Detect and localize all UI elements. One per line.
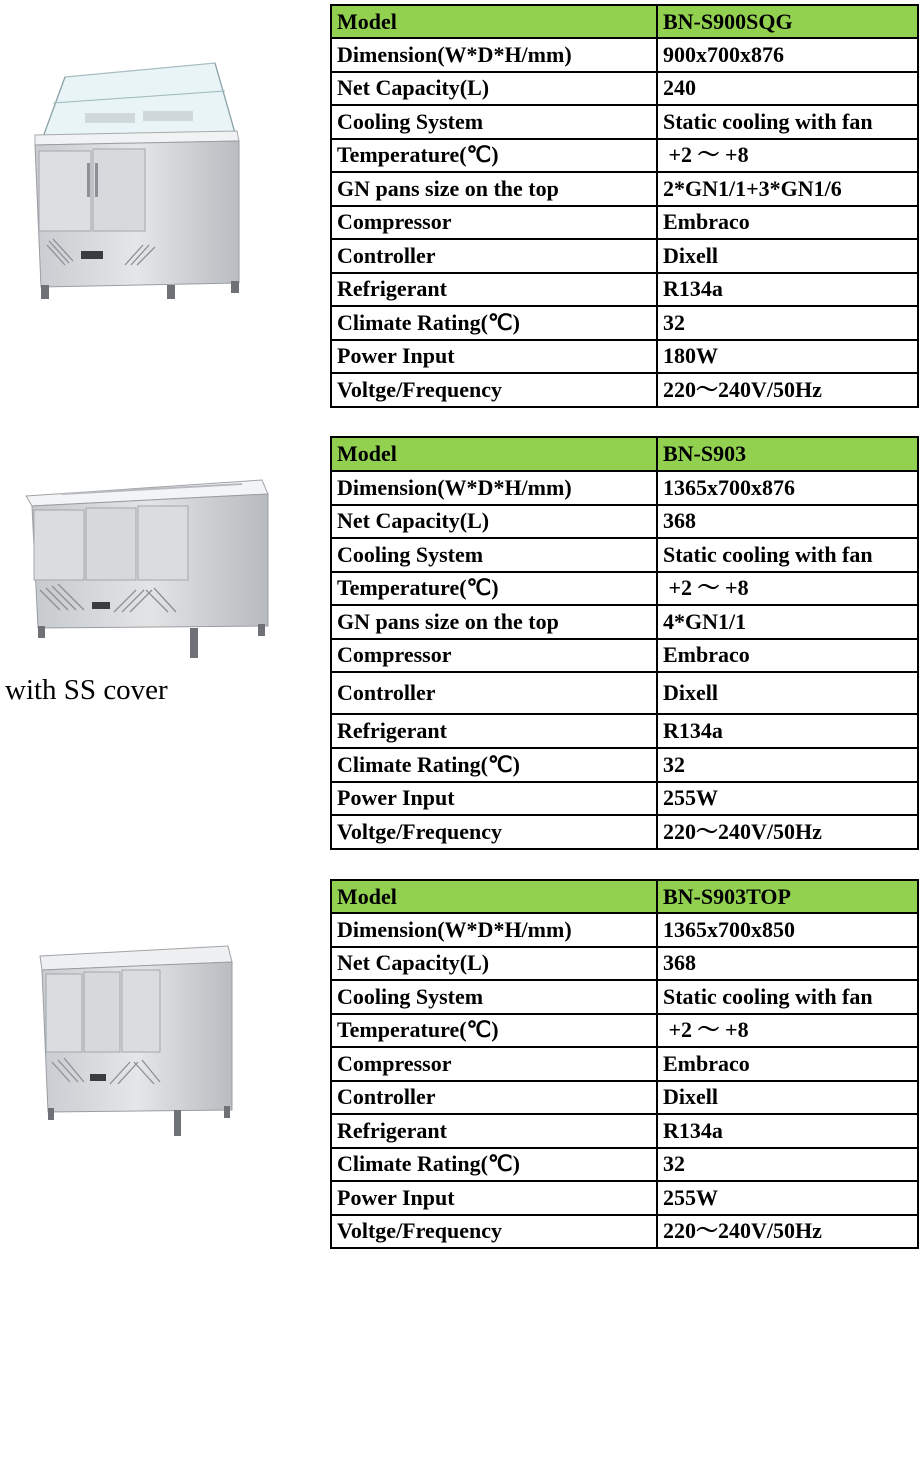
spec-label: Refrigerant xyxy=(331,714,657,748)
table-row xyxy=(331,1215,918,1249)
spec-label: Voltge/Frequency xyxy=(331,815,657,849)
spec-value: Dixell xyxy=(657,672,918,714)
spec-value: 220～240V/50Hz xyxy=(657,373,918,407)
table-row xyxy=(331,947,918,981)
spec-value: 32 xyxy=(657,306,918,340)
table-row xyxy=(331,1081,918,1115)
spec-value: 220～240V/50Hz xyxy=(657,1215,918,1249)
spec-label: Net Capacity(L) xyxy=(331,72,657,106)
spec-label: Cooling System xyxy=(331,538,657,572)
table-row xyxy=(331,340,918,374)
table-row xyxy=(331,815,918,849)
spec-label: Power Input xyxy=(331,782,657,816)
table-row xyxy=(331,748,918,782)
table-row xyxy=(331,373,918,407)
spec-value: +2 ～ +8 xyxy=(657,572,918,606)
spec-value: R134a xyxy=(657,714,918,748)
spec-label: Controller xyxy=(331,1081,657,1115)
table-row xyxy=(331,105,918,139)
spec-label: Net Capacity(L) xyxy=(331,947,657,981)
spec-value: Embraco xyxy=(657,206,918,240)
model-label: Model xyxy=(331,5,657,38)
spec-label: Voltge/Frequency xyxy=(331,373,657,407)
table-row xyxy=(331,172,918,206)
spec-label: Controller xyxy=(331,239,657,273)
spec-label: Temperature(℃) xyxy=(331,1014,657,1048)
product-photo-bn-s903 xyxy=(22,478,272,663)
product-photo-bn-s900sqg xyxy=(25,55,255,310)
table-row xyxy=(331,72,918,106)
spec-label: Dimension(W*D*H/mm) xyxy=(331,38,657,72)
table-row xyxy=(331,1014,918,1048)
spec-value: Static cooling with fan xyxy=(657,105,918,139)
spec-label: Refrigerant xyxy=(331,1114,657,1148)
table-row xyxy=(331,605,918,639)
spec-value: 220～240V/50Hz xyxy=(657,815,918,849)
table-row xyxy=(331,980,918,1014)
spec-value: 255W xyxy=(657,1181,918,1215)
table-header-row xyxy=(331,5,918,38)
table-row xyxy=(331,139,918,173)
spec-value: 1365x700x876 xyxy=(657,471,918,505)
table-row xyxy=(331,782,918,816)
table-row xyxy=(331,913,918,947)
table-row xyxy=(331,714,918,748)
spec-label: Refrigerant xyxy=(331,273,657,307)
table-row xyxy=(331,306,918,340)
spec-label: Cooling System xyxy=(331,980,657,1014)
spec-label: Cooling System xyxy=(331,105,657,139)
table-row xyxy=(331,505,918,539)
spec-value: Static cooling with fan xyxy=(657,538,918,572)
spec-label: Temperature(℃) xyxy=(331,572,657,606)
table-row xyxy=(331,538,918,572)
spec-label: Power Input xyxy=(331,1181,657,1215)
spec-label: GN pans size on the top xyxy=(331,605,657,639)
spec-value: 32 xyxy=(657,1148,918,1182)
spec-label: Dimension(W*D*H/mm) xyxy=(331,913,657,947)
spec-label: Climate Rating(℃) xyxy=(331,306,657,340)
spec-value: 2*GN1/1+3*GN1/6 xyxy=(657,172,918,206)
spec-value: 32 xyxy=(657,748,918,782)
spec-label: Controller xyxy=(331,672,657,714)
table-header-row xyxy=(331,880,918,913)
spec-value: Embraco xyxy=(657,1047,918,1081)
spec-table-3 xyxy=(330,879,919,1249)
table-header-row xyxy=(331,437,918,471)
spec-value: 368 xyxy=(657,505,918,539)
table-row xyxy=(331,572,918,606)
model-value: BN-S903TOP xyxy=(657,880,918,913)
table-row xyxy=(331,471,918,505)
spec-value: Embraco xyxy=(657,639,918,673)
spec-value: +2 ～ +8 xyxy=(657,139,918,173)
spec-label: Net Capacity(L) xyxy=(331,505,657,539)
spec-value: R134a xyxy=(657,1114,918,1148)
table-row xyxy=(331,1181,918,1215)
spec-label: GN pans size on the top xyxy=(331,172,657,206)
spec-value: 1365x700x850 xyxy=(657,913,918,947)
spec-label: Voltge/Frequency xyxy=(331,1215,657,1249)
table-row xyxy=(331,639,918,673)
table-row xyxy=(331,672,918,714)
spec-table-1 xyxy=(330,4,919,408)
model-value: BN-S900SQG xyxy=(657,5,918,38)
spec-label: Climate Rating(℃) xyxy=(331,1148,657,1182)
spec-label: Dimension(W*D*H/mm) xyxy=(331,471,657,505)
spec-value: 4*GN1/1 xyxy=(657,605,918,639)
spec-value: 240 xyxy=(657,72,918,106)
model-value: BN-S903 xyxy=(657,437,918,471)
table-row xyxy=(331,239,918,273)
spec-value: +2 ～ +8 xyxy=(657,1014,918,1048)
spec-value: 180W xyxy=(657,340,918,374)
product-photo-bn-s903top xyxy=(38,942,238,1142)
spec-label: Compressor xyxy=(331,1047,657,1081)
spec-table-2 xyxy=(330,436,919,850)
spec-value: R134a xyxy=(657,273,918,307)
spec-value: Dixell xyxy=(657,1081,918,1115)
model-label: Model xyxy=(331,880,657,913)
spec-value: Static cooling with fan xyxy=(657,980,918,1014)
spec-label: Power Input xyxy=(331,340,657,374)
spec-label: Climate Rating(℃) xyxy=(331,748,657,782)
table-row xyxy=(331,206,918,240)
cover-caption: with SS cover xyxy=(5,674,168,706)
spec-label: Temperature(℃) xyxy=(331,139,657,173)
table-row xyxy=(331,1148,918,1182)
table-row xyxy=(331,273,918,307)
spec-label: Compressor xyxy=(331,206,657,240)
model-label: Model xyxy=(331,437,657,471)
table-row xyxy=(331,1047,918,1081)
spec-value: 255W xyxy=(657,782,918,816)
spec-label: Compressor xyxy=(331,639,657,673)
spec-value: Dixell xyxy=(657,239,918,273)
spec-value: 368 xyxy=(657,947,918,981)
table-row xyxy=(331,1114,918,1148)
table-row xyxy=(331,38,918,72)
spec-value: 900x700x876 xyxy=(657,38,918,72)
